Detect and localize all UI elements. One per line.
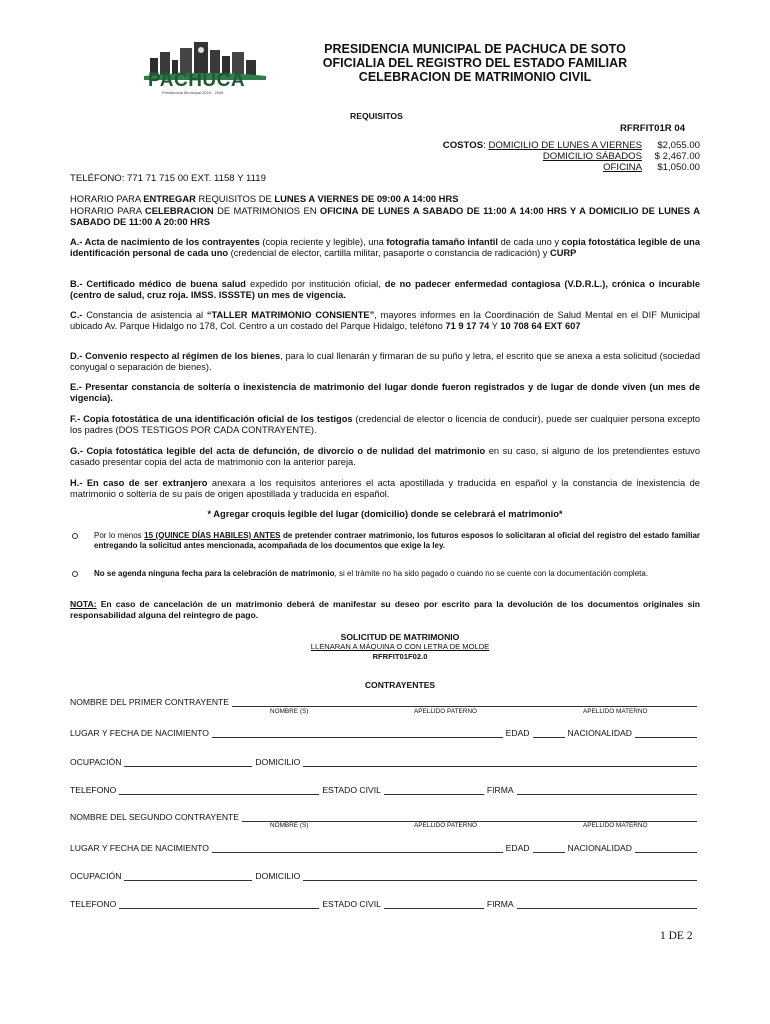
text-fragment: 10 708 64 EXT 607 xyxy=(500,321,581,331)
text-fragment: EDAD xyxy=(505,843,530,853)
cost-desc: OFICINA xyxy=(603,162,642,173)
requisito-e: E.- Presentar constancia de soltería o inexistencia de matrimonio del lugar donde fueron registrados y de lugar de donde viven (un mes de vigencia). xyxy=(70,382,700,403)
text-fragment: TELEFONO xyxy=(70,899,117,909)
costs-table xyxy=(402,140,700,173)
sub-apellido-materno: APELLIDO MATERNO xyxy=(583,822,648,829)
sub-apellido-materno: APELLIDO MATERNO xyxy=(583,708,648,715)
requisito-b xyxy=(70,279,700,301)
text-fragment: OFICINA DE LUNES A SABADO DE 11:00 A 14:00 HRS Y A DOMICILIO DE LUNES A SABADO DE 11:00 A 20:00 HRS xyxy=(70,205,700,227)
fill-in-line[interactable] xyxy=(242,814,697,822)
cost-amount: $1,050.00 xyxy=(657,162,700,173)
text-fragment: H.- En caso de ser extranjero xyxy=(70,478,208,488)
fill-in-line[interactable] xyxy=(124,873,252,881)
text-fragment: de no padecer enfermedad contagiosa (V.D.R.L.), crónica o incurable (centro de salud, cruz roja. IMSS. ISSSTE) un mes de vigencia. xyxy=(70,279,700,300)
text-fragment: Y xyxy=(489,321,501,331)
fill-in-line[interactable] xyxy=(212,845,503,853)
text-fragment: C.- xyxy=(70,310,83,320)
text-fragment: D.- Convenio respecto al régimen de los bienes xyxy=(70,351,281,361)
bullet-agenda xyxy=(94,569,700,579)
form-code: RFRFIT01R 04 xyxy=(620,123,686,134)
text-fragment: CELEBRACION xyxy=(144,205,214,216)
text-fragment: en su caso, si alguno de los pretendientes estuvo casado presentar copia del acta de matrimonio con la anterior pareja. xyxy=(70,446,701,467)
fill-in-line[interactable] xyxy=(517,901,697,909)
requisito-f xyxy=(70,414,700,436)
page-number: 1 DE 2 xyxy=(660,930,693,942)
title-line-2: OFICIALIA DEL REGISTRO DEL ESTADO FAMILIAR xyxy=(322,56,628,70)
text-fragment: Constancia de asistencia al xyxy=(82,310,207,320)
fill-in-line[interactable] xyxy=(303,759,697,767)
text-fragment: LUGAR Y FECHA DE NACIMIENTO xyxy=(70,728,209,738)
croquis-note: * Agregar croquis legible del lugar (domicilio) donde se celebrará el matrimonio* xyxy=(207,509,563,519)
fill-in-line[interactable] xyxy=(384,787,484,795)
lugar-fecha-nacimiento-field[interactable] xyxy=(70,843,700,853)
text-fragment: “TALLER MATRIMONIO CONSIENTE” xyxy=(206,310,375,320)
text-fragment: NOMBRE DEL PRIMER CONTRAYENTE xyxy=(70,697,230,707)
fill-in-line[interactable] xyxy=(119,787,319,795)
fill-in-line[interactable] xyxy=(517,787,697,795)
text-fragment: LUGAR Y FECHA DE NACIMIENTO xyxy=(70,843,209,853)
requisito-d xyxy=(70,351,700,373)
cost-row: COSTOS : DOMICILIO DE LUNES A VIERNES $2,055.00 xyxy=(442,140,700,151)
text-fragment: fotografía tamaño infantil xyxy=(386,237,498,247)
document-title xyxy=(270,42,680,84)
lugar-fecha-nacimiento-field[interactable] xyxy=(70,728,700,738)
text-fragment: Por lo menos xyxy=(94,531,145,540)
text-fragment: LUNES A VIERNES DE 09:00 A 14:00 HRS xyxy=(274,193,459,204)
cost-amount: $ 2,467.00 xyxy=(654,151,700,162)
text-fragment: (credencial de elector, cartilla militar, pasaporte o constancia de radicación) y xyxy=(228,248,551,258)
solicitud-title: SOLICITUD DE MATRIMONIO xyxy=(340,632,460,642)
requisito-g xyxy=(70,446,700,468)
text-fragment: OCUPACIÓN xyxy=(70,757,122,767)
fill-in-line[interactable] xyxy=(635,730,697,738)
text-fragment: DOMICILIO xyxy=(255,871,301,881)
cost-desc: DOMICILIO DE LUNES A VIERNES xyxy=(488,140,642,151)
text-fragment: B.- Certificado médico de buena salud xyxy=(70,279,246,289)
ocupacion-domicilio-field[interactable] xyxy=(70,757,700,767)
bullet-icon xyxy=(72,571,78,577)
requisitos-heading: REQUISITOS xyxy=(350,111,403,121)
nota-cancelacion xyxy=(70,599,700,620)
telefono-estado-firma-field[interactable] xyxy=(70,899,700,909)
text-fragment: de pretender contraer matrimonio, los futuros esposos lo solicitaran al oficial del registro del estado familiar entregando la solicitud antes mencionada, acompañada de los documentos que exige la ley. xyxy=(94,531,701,550)
text-fragment: , para lo cual llenarán y firmaran de su puño y letra, el escrito que se anexa a esta solicitud (sociedad conyugal o separación de bienes). xyxy=(70,351,700,372)
text-fragment: 71 9 17 74 xyxy=(445,321,490,331)
requisito-a xyxy=(70,237,700,259)
fill-in-line[interactable] xyxy=(119,901,319,909)
sub-apellido-paterno: APELLIDO PATERNO xyxy=(414,822,477,829)
costs-label: COSTOS xyxy=(442,140,484,151)
cost-desc: DOMICILIO SÁBADOS xyxy=(542,151,642,162)
pachuca-logo xyxy=(140,40,270,96)
nombre-primer-contrayente-field[interactable] xyxy=(70,697,700,707)
text-fragment: (copia reciente y legible), una xyxy=(259,237,387,247)
text-fragment: En caso de cancelación de un matrimonio deberá de manifestar su deseo por escrito para la devolución de los documentos originales sin responsabilidad alguna del reintegro de pago. xyxy=(70,599,700,620)
sub-apellido-paterno: APELLIDO PATERNO xyxy=(414,708,477,715)
text-fragment: ESTADO CIVIL xyxy=(322,785,381,795)
logo-tagline: Presidencia Municipal 2024 - 2026 xyxy=(162,90,224,95)
bullet-plazo xyxy=(94,531,700,550)
nombre-segundo-contrayente-field[interactable] xyxy=(70,812,700,822)
text-fragment: copia fotostática legible de una identificación personal de cada uno xyxy=(70,237,701,258)
text-fragment: ENTREGAR xyxy=(143,193,196,204)
cost-row xyxy=(402,162,700,173)
text-fragment: HORARIO PARA xyxy=(70,205,145,216)
text-fragment: ESTADO CIVIL xyxy=(322,899,381,909)
text-fragment: expedido por institución oficial, xyxy=(245,279,385,289)
ocupacion-domicilio-field[interactable] xyxy=(70,871,700,881)
text-fragment: TELEFONO xyxy=(70,785,117,795)
text-fragment: OCUPACIÓN xyxy=(70,871,122,881)
text-fragment: DE MATRIMONIOS EN xyxy=(213,205,320,216)
solicitud-subtitle: LLENARAN A MÁQUINA O CON LETRA DE MOLDE xyxy=(310,642,490,651)
fill-in-line[interactable] xyxy=(232,699,697,707)
text-fragment: de cada uno y xyxy=(497,237,562,247)
fill-in-line[interactable] xyxy=(303,873,697,881)
fill-in-line[interactable] xyxy=(635,845,697,853)
text-fragment: F.- Copia fotostática de una identificación oficial de los testigos xyxy=(70,414,353,424)
text-fragment: NACIONALIDAD xyxy=(567,843,632,853)
text-fragment: (credencial de elector o licencia de conducir), puede ser cualquier persona excepto los padres (DOS TESTIGOS POR CADA CONTRAYENTE). xyxy=(70,414,701,435)
solicitud-code: RFRFIT01F02.0 xyxy=(372,652,428,661)
text-fragment: HORARIO PARA xyxy=(70,193,144,204)
telefono-line: TELÉFONO: 771 71 715 00 EXT. 1158 Y 1119 xyxy=(70,173,266,184)
text-fragment: NOTA: xyxy=(70,599,97,609)
text-fragment: DOMICILIO xyxy=(255,757,301,767)
horario-celebracion xyxy=(70,205,700,227)
text-fragment: FIRMA xyxy=(486,785,514,795)
requisito-h xyxy=(70,478,700,500)
text-fragment: REQUISITOS DE xyxy=(195,193,275,204)
text-fragment: FIRMA xyxy=(486,899,514,909)
fill-in-line[interactable] xyxy=(212,730,503,738)
text-fragment: G.- Copia fotostática legible del acta de defunción, de divorcio o de nulidad del matrimonio xyxy=(70,446,486,456)
contrayentes-heading: CONTRAYENTES xyxy=(364,680,436,690)
title-line-3: CELEBRACION DE MATRIMONIO CIVIL xyxy=(358,70,592,84)
text-fragment: EDAD xyxy=(505,728,530,738)
fill-in-line[interactable] xyxy=(384,901,484,909)
text-fragment: 15 (QUINCE DÍAS HABILES) ANTES xyxy=(144,531,281,540)
title-line-1: PRESIDENCIA MUNICIPAL DE PACHUCA DE SOTO xyxy=(324,42,626,56)
text-fragment: , mayores informes en la Coordinación de Salud Mental en el DIF Municipal ubicado Av. Parque Hidalgo no 178, Col. Centro a un costado del Parque Hidalgo, teléfono xyxy=(70,310,700,331)
fill-in-line[interactable] xyxy=(533,730,565,738)
telefono-estado-firma-field[interactable] xyxy=(70,785,700,795)
text-fragment: A.- Acta de nacimiento de los contrayentes xyxy=(70,237,260,247)
requisito-c xyxy=(70,310,700,332)
cost-amount: $2,055.00 xyxy=(657,140,700,151)
horario-entrega xyxy=(70,193,700,204)
text-fragment: , si el trámite no ha sido pagado o cuando no se cuente con la documentación completa. xyxy=(334,569,649,578)
text-fragment: No se agenda ninguna fecha para la celebración de matrimonio xyxy=(94,569,335,578)
sub-nombre: NOMBRE (S) xyxy=(270,822,309,829)
text-fragment: anexara a los requisitos anteriores el acta apostillada y traducida en español y la constancia de inexistencia de matrimonio o soltería de su país de origen apostillada y traducida en español. xyxy=(70,478,700,499)
sub-nombre: NOMBRE (S) xyxy=(270,708,309,715)
text-fragment: NOMBRE DEL SEGUNDO CONTRAYENTE xyxy=(70,812,240,822)
text-fragment: CURP xyxy=(550,248,577,258)
bullet-icon xyxy=(72,533,78,539)
text-fragment: NACIONALIDAD xyxy=(567,728,632,738)
fill-in-line[interactable] xyxy=(124,759,252,767)
fill-in-line[interactable] xyxy=(533,845,565,853)
cost-row xyxy=(402,151,700,162)
logo-wordmark: PACHUCA xyxy=(148,70,246,91)
